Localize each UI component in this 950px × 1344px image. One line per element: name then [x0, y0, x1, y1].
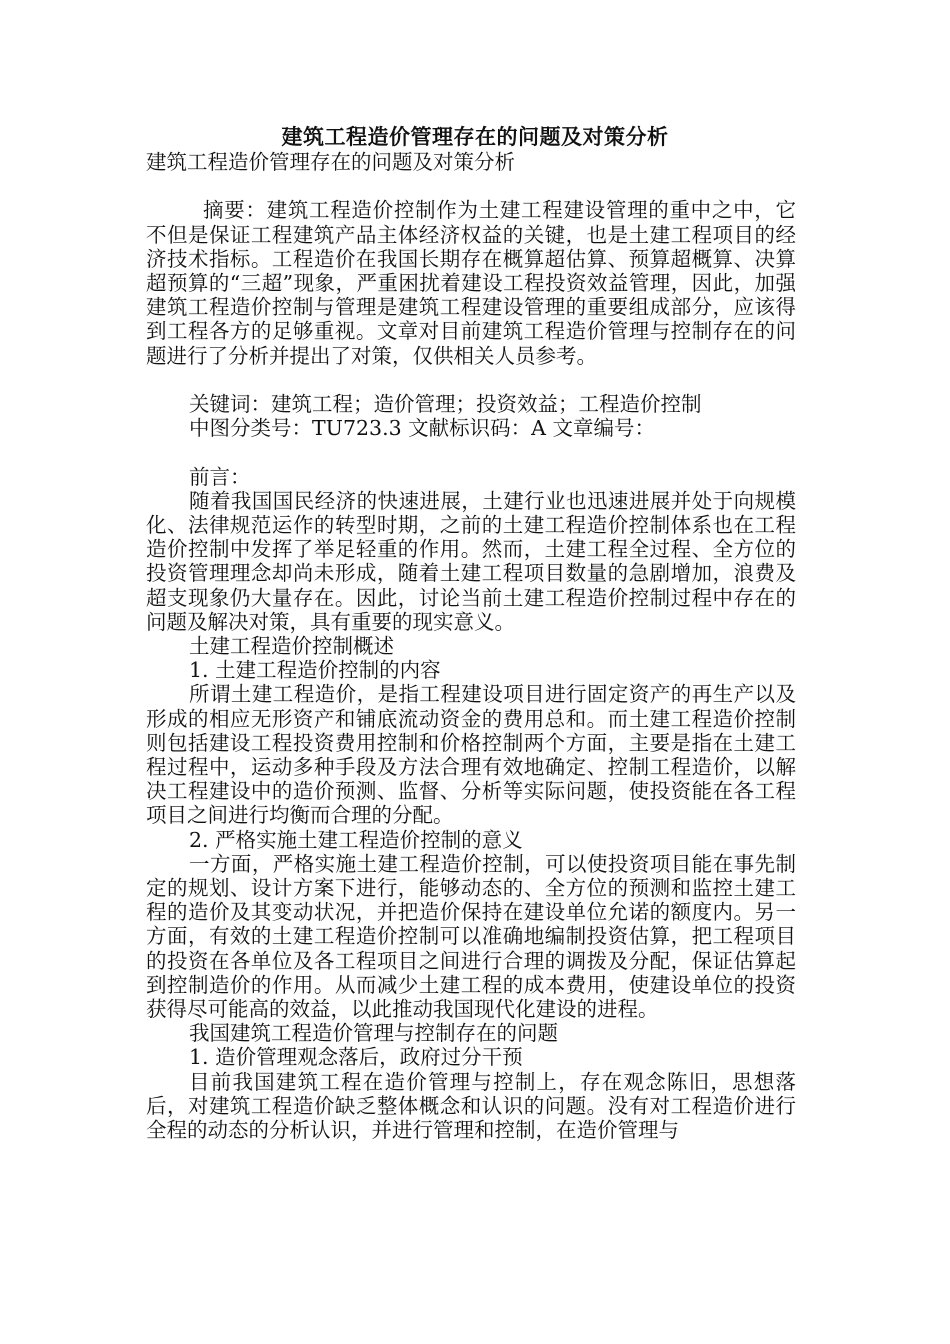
abstract-paragraph: 摘要：建筑工程造价控制作为土建工程建设管理的重中之中，它不但是保证工程建筑产品主体经济权益的关键，也是土建工程项目的经济技术指标。工程造价在我国长期存在概算超估算、预算超概算、决算超预算的“三超”现象，严重困扰着建设工程投资效益管理，因此，加强建筑工程造价控制与管理是建筑工程建设管理的重要组成部分，应该得到工程各方的足够重视。文章对目前建筑工程造价管理与控制存在的问题进行了分析并提出了对策，仅供相关人员参考。 — [146, 198, 796, 368]
body-paragraph: 一方面，严格实施土建工程造价控制，可以使投资项目能在事先制定的规划、设计方案下进行，能够动态的、全方位的预测和监控土建工程的造价及其变动状况，并把造价保持在建设单位允诺的额度内。另一方面，有效的土建工程造价控制可以准确地编制投资估算，把工程项目的投资在各单位及各工程项目之间进行合理的调拨及分配，保证估算起到控制造价的作用。从而减少土建工程的成本费用，使建设单位的投资获得尽可能高的效益，以此推动我国现代化建设的进程。 — [146, 851, 796, 1022]
subsection-heading: 1. 土建工程造价控制的内容 — [189, 658, 441, 683]
preface-label: 前言： — [189, 464, 251, 489]
subsection-heading: 2. 严格实施土建工程造价控制的意义 — [189, 827, 523, 852]
subsection-heading: 1. 造价管理观念落后，政府过分干预 — [189, 1045, 523, 1070]
section-heading: 我国建筑工程造价管理与控制存在的问题 — [189, 1021, 558, 1046]
body-paragraph: 目前我国建筑工程在造价管理与控制上，存在观念陈旧，思想落后，对建筑工程造价缺乏整体概念和认识的问题。没有对工程造价进行全程的动态的分析认识，并进行管理和控制，在造价管理与 — [146, 1069, 796, 1143]
document-subtitle: 建筑工程造价管理存在的问题及对策分析 — [146, 150, 515, 174]
body-paragraph: 所谓土建工程造价，是指工程建设项目进行固定资产的再生产以及形成的相应无形资产和铺底流动资金的费用总和。而土建工程造价控制则包括建设工程投资费用控制和价格控制两个方面，主要是指在土建工程过程中，运动多种手段及方法合理有效地确定、控制工程造价，以解决工程建设中的造价预测、监督、分析等实际问题，使投资能在各工程项目之间进行均衡而合理的分配。 — [146, 682, 796, 828]
document-title: 建筑工程造价管理存在的问题及对策分析 — [281, 124, 669, 149]
preface-paragraph: 随着我国国民经济的快速进展，土建行业也迅速进展并处于向规模化、法律规范运作的转型时期，之前的土建工程造价控制体系也在工程造价控制中发挥了举足轻重的作用。然而，土建工程全过程、全方位的投资管理理念却尚未形成，随着土建工程项目数量的急剧增加，浪费及超支现象仍大量存在。因此，讨论当前土建工程造价控制过程中存在的问题及解决对策，具有重要的现实意义。 — [146, 488, 796, 634]
keywords-line: 关键词：建筑工程；造价管理；投资效益；工程造价控制 — [189, 392, 702, 416]
blank-line — [146, 440, 796, 464]
blank-line — [146, 174, 796, 198]
section-heading: 土建工程造价控制概述 — [189, 634, 394, 659]
blank-line — [146, 368, 796, 392]
document-body — [146, 150, 796, 1142]
classification-line: 中图分类号：TU723.3 文献标识码：A 文章编号： — [189, 416, 655, 441]
